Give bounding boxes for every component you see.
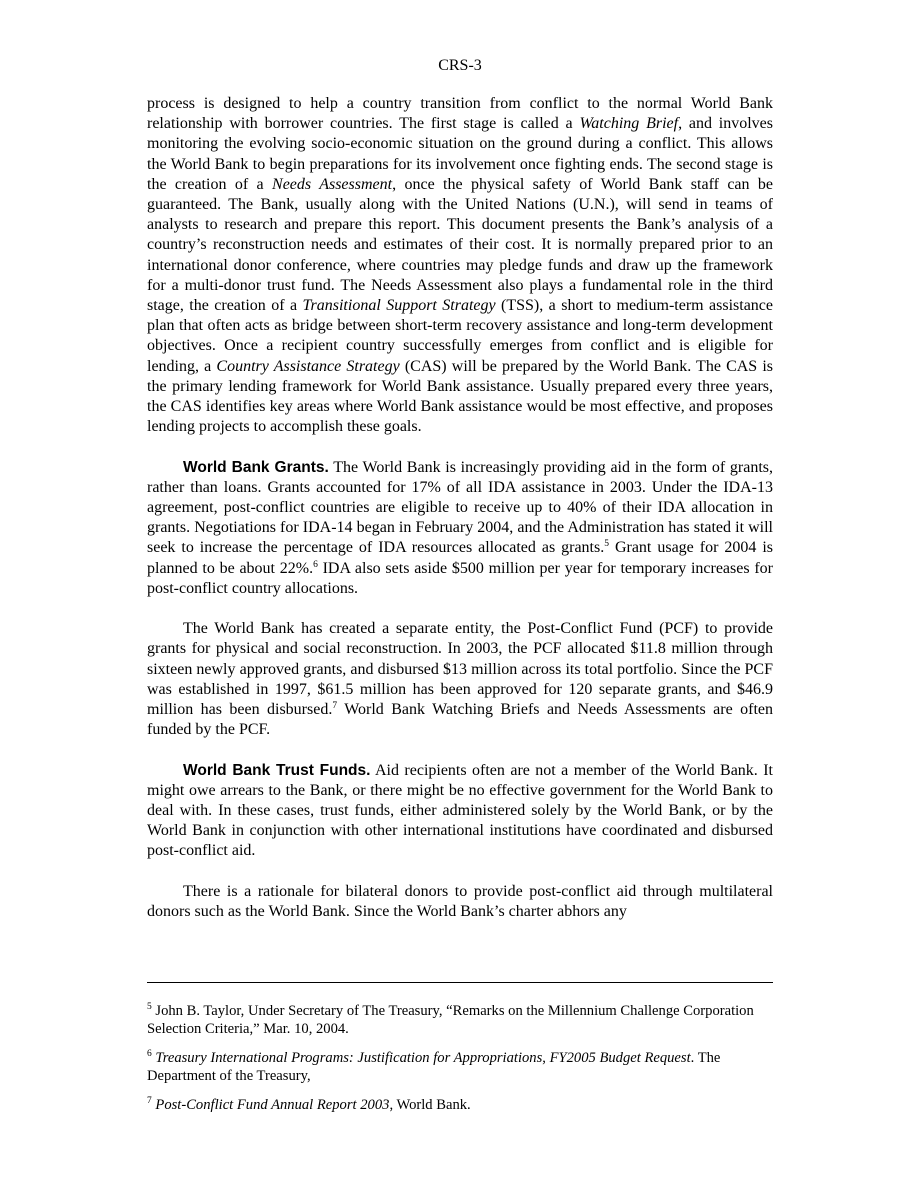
page-header <box>0 56 920 76</box>
section-heading-trust-funds: World Bank Trust Funds. <box>183 761 371 779</box>
paragraph-trust-funds <box>147 761 773 862</box>
term-needs-assessment: Needs Assessment <box>272 175 393 193</box>
footnote-text: . The Department of the Treasury, <box>147 1050 721 1084</box>
text-run: process is designed to help a country transition from conflict to the normal World Bank relationship with borrower countries. The first stage is called a <box>147 95 773 133</box>
term-cas: Country Assistance Strategy <box>216 357 400 375</box>
footnote-ref-6[interactable]: 6 <box>313 559 318 570</box>
text-run: The World Bank has created a separate entity, the Post-Conflict Fund (PCF) to provide grants for physical and social reconstruction. In 2003, the PCF allocated $11.8 million through sixteen newly approved grants, and disbursed $13 million across its total portfolio. Since the PCF was established in 1997, $61.5 million has been approved for 120 separate grants, and $46.9 million has been disbursed. <box>147 620 773 719</box>
text-run: IDA also sets aside $500 million per year for temporary increases for post-conflict country allocations. <box>147 559 773 597</box>
footnote-text: John B. Taylor, Under Secretary of The Treasury, “Remarks on the Millennium Challenge Corporation Selection Criteria,” Mar. 10, 2004. <box>147 1003 754 1037</box>
footnote-number: 7 <box>147 1096 152 1106</box>
footnote-divider <box>147 982 773 983</box>
text-run: There is a rationale for bilateral donors to provide post-conflict aid through multilateral donors such as the World Bank. Since the World Bank’s charter abhors any <box>147 882 773 921</box>
paragraph-grants <box>147 458 773 599</box>
text-run: (CAS) will be prepared by the World Bank. The CAS is the primary lending framework for World Bank assistance. Usually prepared every three years, the CAS identifies key areas where World Bank assistance would be most effective, and proposes lending projects to accomplish these goals. <box>147 357 774 436</box>
footnote-text: , World Bank. <box>389 1097 471 1113</box>
text-run: Aid recipients often are not a member of the World Bank. It might owe arrears to the Bank, or there might be no effective government for the World Bank to deal with. In these cases, trust funds, either administered solely by the World Bank, or by the World Bank in conjunction with other international institutions have coordinated and disbursed post-conflict aid. <box>147 761 774 860</box>
text-run: Grant usage for 2004 is planned to be about 22%. <box>147 539 774 577</box>
footnote-text: , <box>542 1050 550 1066</box>
paragraph-stages <box>147 94 773 437</box>
text-run: , and involves monitoring the evolving socio-economic situation on the ground during a conflict. This allows the World Bank to begin preparations for its involvement once fighting ends. The second stage is the creation of a <box>147 115 773 193</box>
footnote-5 <box>147 1002 773 1038</box>
text-run: The World Bank is increasingly providing aid in the form of grants, rather than loans. Grants accounted for 17% of all IDA assistance in 2003. Under the IDA-13 agreement, post-conflict countries are eligible to receive up to 40% of their IDA allocation in grants. Negotiations for IDA-14 began in February 2004, and the Administration has stated it will seek to increase the percentage of IDA resources allocated as grants. <box>147 458 774 557</box>
paragraph-pcf <box>147 619 773 740</box>
footnote-6 <box>147 1049 773 1085</box>
text-run: World Bank Watching Briefs and Needs Assessments are often funded by the PCF. <box>147 701 773 739</box>
footnote-title: Treasury International Programs: Justification for Appropriations <box>151 1050 543 1066</box>
footnote-title: FY2005 Budget Request <box>549 1050 691 1066</box>
text-run: , once the physical safety of World Bank staff can be guaranteed. The Bank, usually along with the United Nations (U.N.), will send in teams of analysts to research and prepare this report. This document presents the Bank’s analysis of a country’s reconstruction needs and estimates of their cost. It is normally prepared prior to an international donor conference, where countries may pledge funds and draw up the framework for a multi-donor trust fund. The Needs Assessment also plays a fundamental role in the third stage, the creation of a <box>147 175 774 315</box>
page-label: CRS-3 <box>438 57 482 74</box>
footnotes <box>147 1002 773 1125</box>
section-heading-grants: World Bank Grants. <box>183 458 329 476</box>
text-run: (TSS), a short to medium-term assistance plan that often acts as bridge between short-term recovery assistance and long-term development objectives. Once a recipient country successfully emerges from conflict and is eligible for lending, a <box>147 297 773 375</box>
footnote-title: Post-Conflict Fund Annual Report 2003 <box>151 1097 390 1113</box>
term-tss: Transitional Support Strategy <box>302 297 496 315</box>
footnote-number: 5 <box>147 1002 152 1012</box>
term-watching-brief: Watching Brief <box>579 115 679 133</box>
footnote-ref-5[interactable]: 5 <box>604 539 609 550</box>
body-text <box>147 94 773 942</box>
paragraph-rationale <box>147 882 773 922</box>
footnote-7 <box>147 1096 773 1114</box>
footnote-ref-7[interactable]: 7 <box>332 701 338 712</box>
footnote-number: 6 <box>147 1049 152 1059</box>
